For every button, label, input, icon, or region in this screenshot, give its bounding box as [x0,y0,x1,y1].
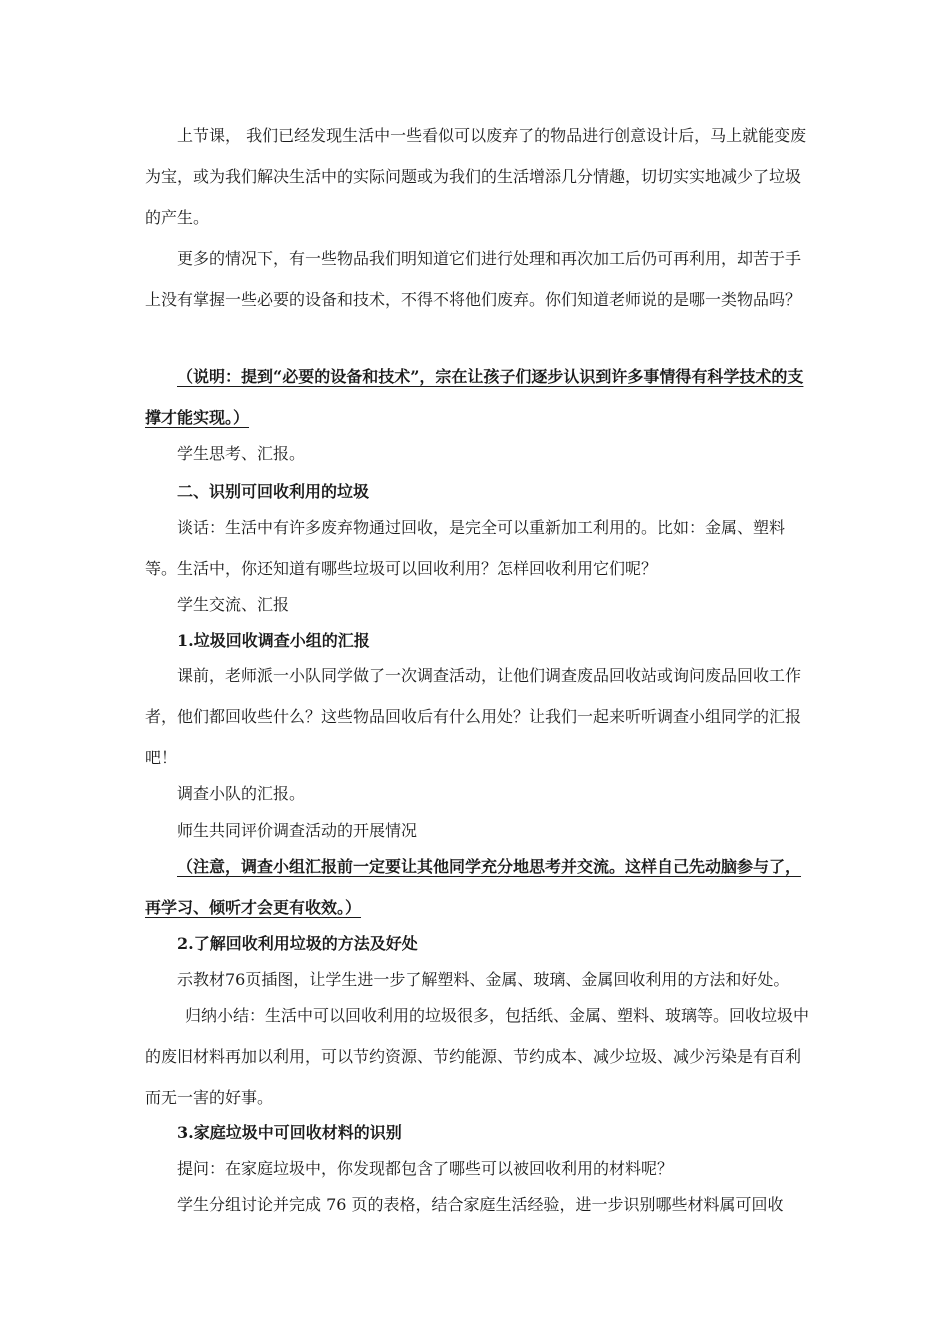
question-paragraph: 更多的情况下，有一些物品我们明知道它们进行处理和再次加工后仍可再利用，却苦于手上没有掌握一些必要的设备和技术，不得不将他们废弃。你们知道老师说的是哪一类物品吗？ [145,249,802,309]
student-response-2: 学生交流、汇报 [177,595,290,614]
group-discussion-paragraph: 学生分组讨论并完成 76 页的表格，结合家庭生活经验，进一步识别哪些材料属可回收 [177,1195,784,1214]
teaching-note-1: （说明：提到“必要的设备和技术”，宗在让孩子们逐步认识到许多事情得有科学技术的支撑才能实现。） [145,367,804,427]
teaching-note-2: （注意，调查小组汇报前一定要让其他同学充分地思考并交流。这样自己先动脑参与了，再学习、倾听才会更有收效。） [145,857,802,917]
evaluation-line: 师生共同评价调查活动的开展情况 [177,821,418,840]
intro-paragraph: 上节课， 我们已经发现生活中一些看似可以废弃了的物品进行创意设计后，马上就能变废为宝，或为我们解决生活中的实际问题或为我们的生活增添几分情趣，切切实实地减少了垃圾的产生。 [145,126,807,227]
textbook-paragraph: 示教材76页插图，让学生进一步了解塑料、金属、玻璃、金属回收利用的方法和好处。 [177,970,790,989]
survey-report-line: 调查小队的汇报。 [177,784,306,803]
subheading-2: 2.了解回收利用垃圾的方法及好处 [177,934,418,953]
discussion-paragraph: 谈话：生活中有许多废弃物通过回收，是完全可以重新加工利用的。比如：金属、塑料等。生活中，你还知道有哪些垃圾可以回收利用？怎样回收利用它们呢？ [145,518,786,578]
subheading-1: 1.垃圾回收调查小组的汇报 [177,631,370,650]
student-response-1: 学生思考、汇报。 [177,444,306,463]
subheading-3: 3.家庭垃圾中可回收材料的识别 [177,1123,402,1142]
survey-paragraph: 课前，老师派一小队同学做了一次调查活动，让他们调查废品回收站或询问废品回收工作者，他们都回收些什么？这些物品回收后有什么用处？让我们一起来听听调查小组同学的汇报吧！ [145,666,802,767]
question-line: 提问：在家庭垃圾中，你发现都包含了哪些可以被回收利用的材料呢？ [177,1159,674,1178]
section-heading-2: 二、识别可回收利用的垃圾 [177,482,370,501]
summary-paragraph: 归纳小结：生活中可以回收利用的垃圾很多，包括纸、金属、塑料、玻璃等。回收垃圾中的废旧材料再加以利用，可以节约资源、节约能源、节约成本、减少垃圾、减少污染是有百利而无一害的好事。 [145,1006,810,1107]
